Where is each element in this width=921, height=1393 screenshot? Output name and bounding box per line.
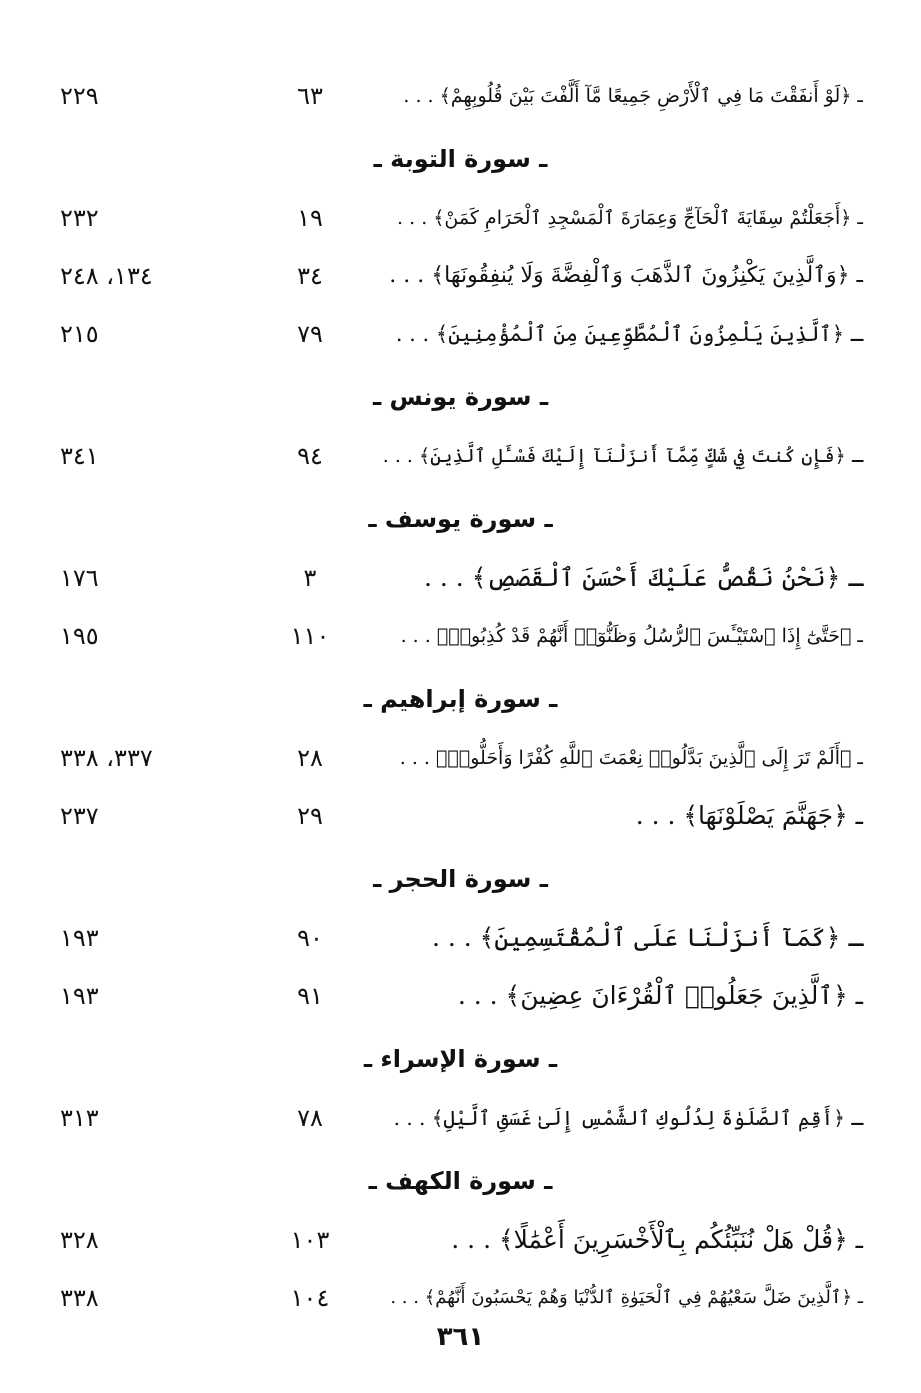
ayah-number: ٣٤ — [297, 262, 323, 290]
verse-index — [0, 70, 921, 1330]
index-entry — [0, 552, 921, 610]
page-references: ١٩٣ — [60, 982, 99, 1010]
surah-section — [0, 70, 921, 128]
surah-heading: ـ سورة التوبة ـ — [373, 145, 548, 173]
surah-section — [0, 1032, 921, 1150]
index-entry — [0, 912, 921, 970]
verse-text: ـ ﴿نَحْنُ نَقُصُّ عَلَيْكَ أَحْسَنَ ٱلْقَصَصِ﴾ . . . — [424, 563, 863, 592]
verse-text: ـ ﴿حَتَّىٰٓ إِذَا ٱسْتَيْـَٔسَ ٱلرُّسُلُ وَظَنُّوٓا۟ أَنَّهُمْ قَدْ كُذِبُوا۟﴾ . . . — [400, 625, 863, 647]
page-references: ١٩٥ — [60, 622, 99, 650]
ayah-number: ٩١ — [297, 982, 323, 1010]
page-references: ١٣٤، ٢٤٨ — [60, 262, 153, 290]
page-references: ٢٣٧ — [60, 802, 99, 830]
ayah-number: ٧٩ — [297, 320, 323, 348]
verse-text: ـ ﴿لَوْ أَنفَقْتَ مَا فِي ٱلْأَرْضِ جَمِيعًا مَّآ أَلَّفْتَ بَيْنَ قُلُوبِهِمْ﴾ . . . — [403, 85, 863, 107]
page-references: ٣١٣ — [60, 1104, 99, 1132]
surah-heading: ـ سورة الحجر ـ — [373, 865, 548, 893]
surah-heading: ـ سورة الإسراء ـ — [363, 1045, 558, 1073]
page-references: ١٧٦ — [60, 564, 99, 592]
index-entry — [0, 970, 921, 1028]
index-entry — [0, 732, 921, 790]
surah-heading: ـ سورة يونس ـ — [372, 383, 549, 411]
ayah-number: ١٠٤ — [290, 1284, 330, 1312]
page-number: ٣٦١ — [436, 1322, 485, 1352]
verse-text: ـ ﴿أَجَعَلْتُمْ سِقَايَةَ ٱلْحَآجِّ وَعِمَارَةَ ٱلْمَسْجِدِ ٱلْحَرَامِ كَمَنْ﴾ . . . — [397, 207, 863, 229]
page-references: ٢٣٢ — [60, 204, 99, 232]
verse-text: ـ ﴿أَلَمْ تَرَ إِلَى ٱلَّذِينَ بَدَّلُوا۟ نِعْمَتَ ٱللَّهِ كُفْرًا وَأَحَلُّوا۟﴾ . . . — [399, 747, 863, 769]
page-references: ٢٢٩ — [60, 82, 99, 110]
ayah-number: ٢٩ — [297, 802, 323, 830]
page-references: ٣٣٧، ٣٣٨ — [60, 744, 153, 772]
verse-text: ـ ﴿فَإِن كُنتَ فِي شَكٍّ مِّمَّآ أَنزَلْنَآ إِلَيْكَ فَسْـَٔلِ ٱلَّذِينَ﴾ . . . — [382, 445, 863, 467]
verse-text: ـ ﴿ٱلَّذِينَ ضَلَّ سَعْيُهُمْ فِي ٱلْحَيَوٰةِ ٱلدُّنْيَا وَهُمْ يَحْسَبُونَ أَنَّهُمْ﴾ . . . — [390, 1287, 863, 1308]
index-entry — [0, 308, 921, 366]
page-references: ٣٤١ — [60, 442, 99, 470]
surah-section — [0, 672, 921, 848]
index-entry — [0, 610, 921, 668]
surah-section — [0, 132, 921, 366]
ayah-number: ١١٠ — [290, 622, 330, 650]
page-references: ٣٣٨ — [60, 1284, 99, 1312]
ayah-number: ٩٤ — [297, 442, 323, 470]
surah-section — [0, 852, 921, 1028]
index-entry — [0, 430, 921, 488]
surah-section — [0, 1154, 921, 1330]
index-entry — [0, 790, 921, 848]
ayah-number: ١٩ — [297, 204, 323, 232]
verse-text: ـ ﴿أَقِمِ ٱلصَّلَوٰةَ لِدُلُوكِ ٱلشَّمْسِ إِلَىٰ غَسَقِ ٱلَّيْلِ﴾ . . . — [393, 1106, 863, 1130]
page-references: ٣٢٨ — [60, 1226, 99, 1254]
verse-text: ـ ﴿وَٱلَّذِينَ يَكْنِزُونَ ٱلذَّهَبَ وَٱلْفِضَّةَ وَلَا يُنفِقُونَهَا﴾ . . . — [389, 263, 863, 288]
ayah-number: ١٠٣ — [290, 1226, 330, 1254]
page-references: ٢١٥ — [60, 320, 99, 348]
verse-text: ـ ﴿ٱلَّذِينَ يَلْمِزُونَ ٱلْمُطَّوِّعِينَ مِنَ ٱلْمُؤْمِنِينَ﴾ . . . — [395, 322, 863, 346]
surah-section — [0, 492, 921, 668]
surah-heading: ـ سورة يوسف ـ — [368, 505, 553, 533]
index-entry — [0, 1092, 921, 1150]
page-references: ١٩٣ — [60, 924, 99, 952]
index-entry — [0, 192, 921, 250]
index-entry — [0, 1214, 921, 1272]
ayah-number: ٩٠ — [297, 924, 323, 952]
ayah-number: ٧٨ — [297, 1104, 323, 1132]
verse-text: ـ ﴿كَمَآ أَنزَلْنَا عَلَى ٱلْمُقْتَسِمِينَ﴾ . . . — [431, 923, 863, 952]
index-entry — [0, 250, 921, 308]
surah-heading: ـ سورة الكهف ـ — [368, 1167, 553, 1195]
index-entry — [0, 70, 921, 128]
verse-text: ـ ﴿قُلْ هَلْ نُنَبِّئُكُم بِٱلْأَخْسَرِينَ أَعْمَٰلًا﴾ . . . — [451, 1225, 863, 1254]
ayah-number: ٢٨ — [297, 744, 323, 772]
surah-heading: ـ سورة إبراهيم ـ — [363, 685, 558, 713]
surah-section — [0, 370, 921, 488]
ayah-number: ٣ — [303, 564, 317, 592]
verse-text: ـ ﴿جَهَنَّمَ يَصْلَوْنَهَا﴾ . . . — [635, 801, 863, 830]
verse-text: ـ ﴿ٱلَّذِينَ جَعَلُوا۟ ٱلْقُرْءَانَ عِضِينَ﴾ . . . — [457, 981, 863, 1010]
ayah-number: ٦٣ — [297, 82, 323, 110]
